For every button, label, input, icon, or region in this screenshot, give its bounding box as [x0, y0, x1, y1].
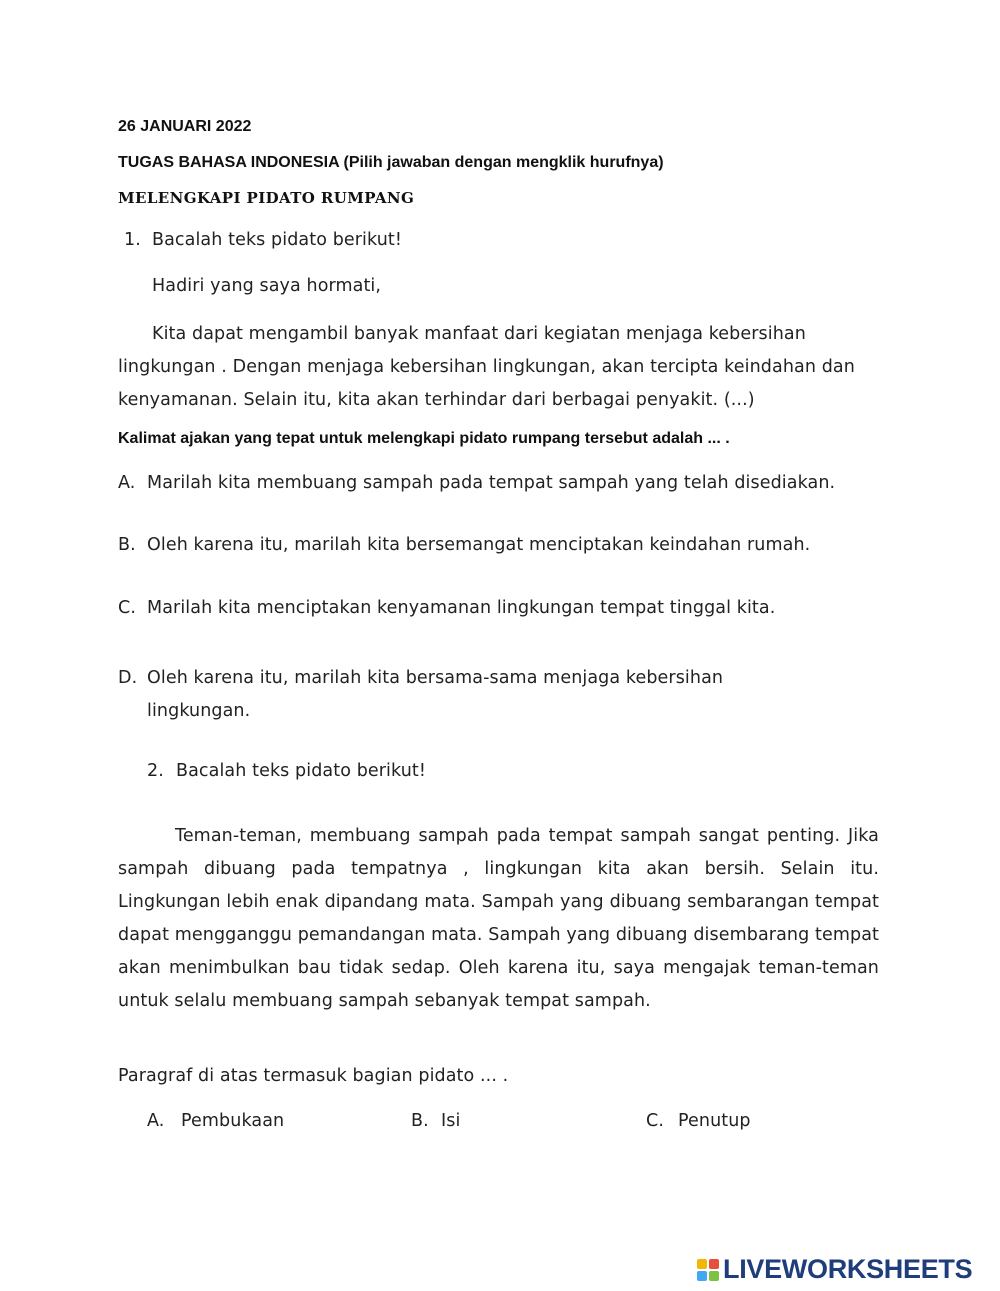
liveworksheets-logo-text: LIVEWORKSHEETS — [723, 1254, 973, 1284]
question-1-option-c[interactable] — [118, 598, 775, 618]
task-note: (Pilih jawaban dengan mengklik hurufnya) — [343, 154, 664, 171]
option-letter-b[interactable]: B. — [118, 535, 136, 555]
date-heading: 26 JANUARI 2022 — [118, 118, 252, 135]
option-letter-c[interactable]: C. — [646, 1111, 664, 1131]
question-1-option-d[interactable] — [118, 662, 723, 728]
option-text: Isi — [441, 1111, 461, 1131]
question-2-option-a[interactable] — [147, 1111, 284, 1131]
speech-passage-1-text: Kita dapat mengambil banyak manfaat dari kegiatan menjaga kebersihan lingkungan . Dengan menjaga kebersihan lingkungan, akan tercipta keindahan dan kenyamanan. Selain itu, kita akan terhindar dari berbagai penyakit. (...) — [118, 324, 855, 410]
question-2-option-b[interactable] — [411, 1111, 460, 1131]
option-letter-b[interactable]: B. — [411, 1111, 429, 1131]
question-1-option-a[interactable] — [118, 473, 835, 493]
question-2-stem: Paragraf di atas termasuk bagian pidato ... . — [118, 1066, 509, 1086]
question-1-stem: Kalimat ajakan yang tepat untuk melengkapi pidato rumpang tersebut adalah ... . — [118, 430, 730, 447]
task-heading — [118, 154, 664, 172]
option-text: Pembukaan — [181, 1111, 285, 1131]
speech-greeting: Hadiri yang saya hormati, — [152, 276, 382, 296]
topic-heading: MELENGKAPI PIDATO RUMPANG — [118, 189, 415, 207]
question-1-instruction: Bacalah teks pidato berikut! — [152, 230, 402, 250]
option-text: Marilah kita membuang sampah pada tempat sampah yang telah disediakan. — [147, 473, 836, 493]
speech-passage-1 — [118, 318, 878, 417]
option-letter-a[interactable]: A. — [118, 473, 136, 493]
question-2-option-c[interactable] — [646, 1111, 751, 1131]
question-2-instruction: Bacalah teks pidato berikut! — [176, 761, 426, 781]
option-text: Oleh karena itu, marilah kita bersemangat menciptakan keindahan rumah. — [147, 535, 811, 555]
question-1-number: 1. — [124, 230, 141, 250]
speech-passage-2 — [118, 820, 879, 1018]
speech-passage-2-text: Teman-teman, membuang sampah pada tempat sampah sangat penting. Jika sampah dibuang pada tempatnya , lingkungan kita akan bersih. Selain itu. Lingkungan lebih enak dipandang mata. Sampah yang dibuang sembarangan tempat dapat mengganggu pemandangan mata. Sampah yang dibuang disembarang tempat akan menimbulkan bau tidak sedap. Oleh karena itu, saya mengajak teman-teman untuk selalu membuang sampah sebanyak tempat sampah. — [118, 826, 879, 1011]
task-title: TUGAS BAHASA INDONESIA — [118, 154, 340, 171]
option-text: Marilah kita menciptakan kenyamanan lingkungan tempat tinggal kita. — [147, 598, 776, 618]
option-letter-d[interactable]: D. — [118, 668, 138, 688]
option-text: Penutup — [678, 1111, 751, 1131]
option-letter-a[interactable]: A. — [147, 1111, 165, 1131]
question-2-number: 2. — [147, 761, 164, 781]
question-1-option-b[interactable] — [118, 535, 810, 555]
liveworksheets-logo-icon — [697, 1259, 719, 1281]
option-text-continued: lingkungan. — [147, 701, 251, 721]
option-letter-c[interactable]: C. — [118, 598, 136, 618]
option-text: Oleh karena itu, marilah kita bersama-sama menjaga kebersihan — [147, 668, 724, 688]
liveworksheets-logo — [697, 1254, 972, 1285]
